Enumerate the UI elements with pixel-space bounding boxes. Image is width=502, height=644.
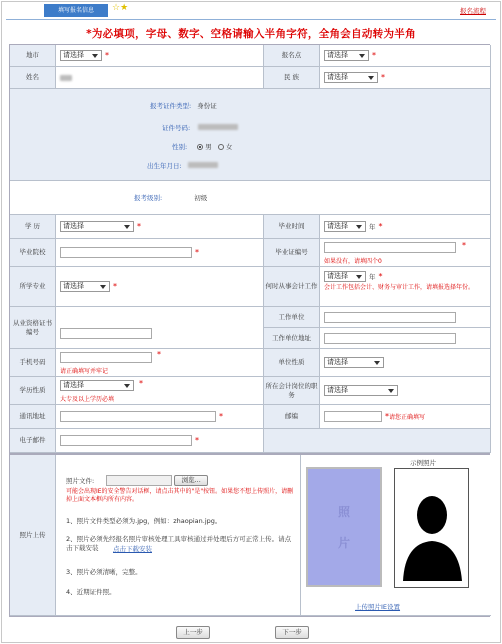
ethnicity-label-cell: 民 族 — [264, 67, 320, 89]
major-cell: 请选择 * — [56, 267, 264, 307]
address-input[interactable] — [60, 411, 216, 422]
email-cell: * — [56, 429, 264, 453]
name-value-redacted — [60, 75, 72, 81]
next-step-button[interactable]: 下一步 — [275, 626, 309, 639]
position-label-cell: 所在会计岗位的职务 — [264, 377, 320, 405]
form-grid — [9, 44, 490, 454]
id-number-redacted — [198, 124, 238, 130]
email-label-cell: 电子邮件 — [10, 429, 56, 453]
cert-no-input[interactable] — [324, 242, 456, 253]
employer-nature-label-cell: 单位性质 — [264, 349, 320, 377]
qual-cert-input[interactable] — [60, 328, 152, 339]
zip-label-cell: 邮编 — [264, 405, 320, 429]
position-select[interactable]: 请选择 — [324, 385, 398, 396]
name-label-cell: 姓名 — [10, 67, 56, 89]
address-label-cell: 通讯地址 — [10, 405, 56, 429]
employer-input[interactable] — [324, 312, 456, 323]
download-tool-link[interactable]: 点击下载安装 — [113, 545, 152, 553]
employer-nature-cell — [320, 349, 491, 377]
education-select[interactable]: 请选择 — [60, 221, 134, 232]
school-label-cell: 毕业院校 — [10, 239, 56, 267]
major-label-cell: 所学专业 — [10, 267, 56, 307]
ethnicity-cell: 请选择 * — [320, 67, 491, 89]
email-input[interactable] — [60, 435, 192, 446]
name-cell — [56, 67, 264, 89]
work-start-select[interactable]: 请选择 — [324, 271, 366, 282]
degree-select[interactable]: 请选择 — [60, 380, 134, 391]
photo-label-cell: 照片上传 — [10, 455, 56, 616]
work-start-cell: 请选择 年 * 会计工作包括会计、财务与审计工作，请填报选择年份。 — [320, 267, 491, 307]
exam-site-select[interactable]: 请选择 — [324, 50, 369, 61]
employer-addr-input[interactable] — [324, 333, 456, 344]
photo-instructions: 照片文件: 浏览... 可能会出现IE的安全警告对话框，请点击其中的"是"按钮。如果您不想上传照片，请删掉上面文本框内所有内容。 1、照片文件类型必须为.jpg，例如：zhaopian.jpg。 2、照片必须先经报名照片审核处理工具审核通过并处理后方可正常上传。请点击下载安装 点击下载安装 3、照片必须清晰，完整。 4、近期证件照。 — [56, 455, 301, 616]
city-label-cell: 地市 — [10, 45, 56, 67]
photo-rule2: 2、照片必须先经报名照片审核处理工具审核通过并处理后方可正常上传。请点击下载安装 — [66, 535, 292, 552]
school-input[interactable] — [60, 247, 192, 258]
education-cell: 请选择 * — [56, 215, 264, 239]
header-divider — [6, 19, 496, 20]
browse-button[interactable]: 浏览... — [174, 475, 208, 486]
education-label-cell: 学 历 — [10, 215, 56, 239]
prev-step-button[interactable]: 上一步 — [176, 626, 210, 639]
city-cell: 请选择 * — [56, 45, 264, 67]
required-notice: *为必填项，字母、数字、空格请输入半角字符，全角会自动转为半角 — [86, 28, 416, 40]
silhouette-icon — [395, 469, 470, 589]
identity-block: 报考证件类型: 身份证 证件号码: 性别: 男 女 出生年月日: — [10, 89, 491, 181]
employer-addr-label-cell: 工作单位地址 — [264, 328, 320, 349]
work-start-label-cell: 何时从事会计工作 — [264, 267, 320, 307]
level-block: 报考级别: 初级 — [10, 181, 491, 215]
exam-site-label-cell: 报名点 — [264, 45, 320, 67]
ie-settings-link[interactable]: 上传照片IE设置 — [355, 603, 401, 611]
cert-no-cell: * 如果没有，请填四个0 — [320, 239, 491, 267]
school-cell: * — [56, 239, 264, 267]
major-select[interactable]: 请选择 — [60, 281, 110, 292]
star-icons: ☆★ — [112, 3, 129, 13]
qual-cert-cell — [56, 307, 264, 349]
photo-placeholder: 照 片 — [306, 467, 382, 587]
gender-female-radio[interactable] — [218, 144, 224, 150]
grad-time-select[interactable]: 请选择 — [324, 221, 366, 232]
degree-cell: 请选择 * 大专及以上学历必填 — [56, 377, 264, 405]
photo-file-input[interactable] — [106, 475, 172, 486]
exam-site-cell: 请选择 * — [320, 45, 491, 67]
mobile-input[interactable] — [60, 352, 152, 363]
sample-photo-label: 示例照片 — [410, 459, 436, 467]
employer-label-cell: 工作单位 — [264, 307, 320, 328]
zip-cell: * 请您正确填写 — [320, 405, 491, 429]
employer-cell — [320, 307, 491, 328]
qual-cert-label-cell: 从业资格证书编号 — [10, 307, 56, 349]
email-right-empty — [264, 429, 491, 453]
mobile-cell: * 请正确填写并牢记 — [56, 349, 264, 377]
grad-time-cell: 请选择 年 * — [320, 215, 491, 239]
employer-nature-select[interactable]: 请选择 — [324, 357, 384, 368]
cert-no-label-cell: 毕业证编号 — [264, 239, 320, 267]
ethnicity-select[interactable]: 请选择 — [324, 72, 378, 83]
mobile-label-cell: 手机号码 — [10, 349, 56, 377]
address-cell: * — [56, 405, 264, 429]
position-cell — [320, 377, 491, 405]
birth-date-redacted — [188, 162, 218, 168]
grad-time-label-cell: 毕业时间 — [264, 215, 320, 239]
tab-fill-info[interactable]: 填写报名信息 — [44, 4, 108, 17]
zip-input[interactable] — [324, 411, 382, 422]
sample-photo — [394, 468, 469, 588]
gender-male-radio[interactable] — [197, 144, 203, 150]
employer-addr-cell — [320, 328, 491, 349]
city-select[interactable]: 请选择 — [60, 50, 102, 61]
help-link[interactable]: 报名流程 — [460, 7, 486, 15]
degree-label-cell: 学历性质 — [10, 377, 56, 405]
